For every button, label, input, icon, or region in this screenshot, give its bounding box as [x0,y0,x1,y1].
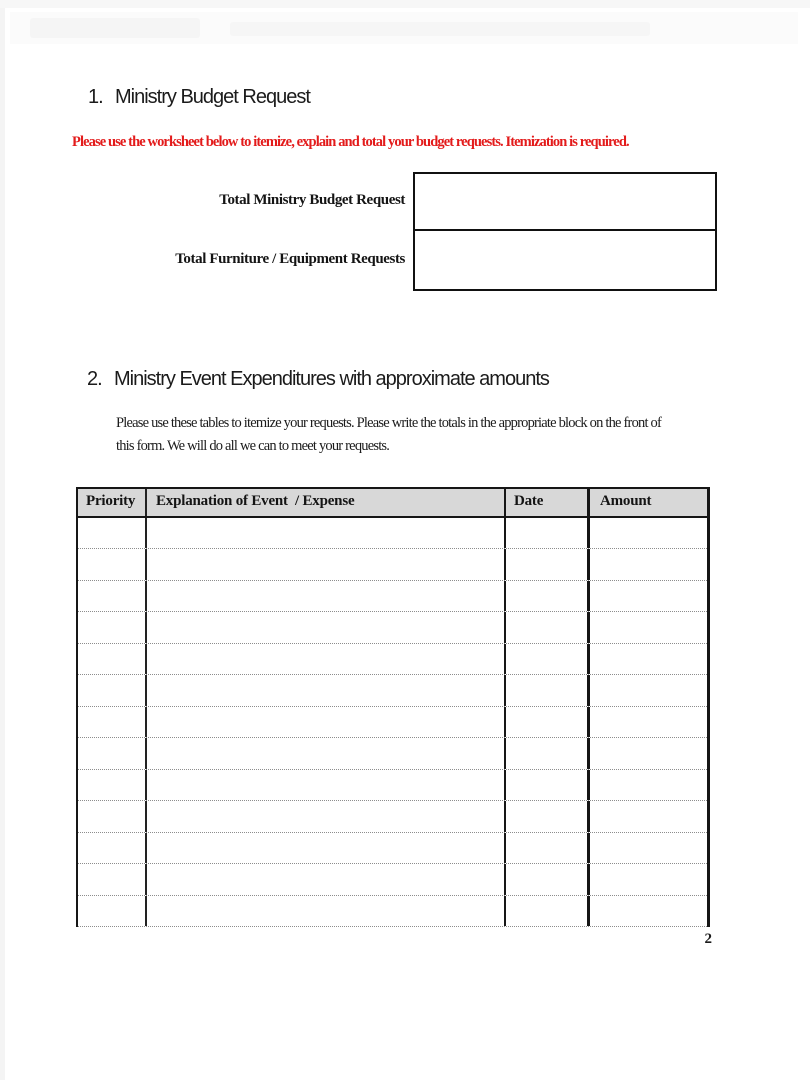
table-row [78,896,707,927]
table-row [78,833,707,864]
cell-amount[interactable] [590,770,707,800]
expenditures-table [76,487,710,927]
section2-description [116,412,661,457]
header-amount: Amount [600,493,652,509]
total-furniture-equipment-input[interactable] [413,229,717,291]
section1-title: Ministry Budget Request [115,86,310,108]
cell-priority[interactable] [78,518,147,548]
cell-explanation[interactable] [147,644,506,674]
cell-date[interactable] [506,864,590,894]
cell-date[interactable] [506,675,590,705]
cell-priority[interactable] [78,896,147,926]
table-row [78,738,707,769]
cell-priority[interactable] [78,801,147,831]
table-row [78,581,707,612]
cell-explanation[interactable] [147,707,506,737]
totals-box-group [413,172,717,291]
table-body [78,518,707,927]
total-ministry-budget-label: Total Ministry Budget Request [219,192,405,208]
cell-explanation[interactable] [147,833,506,863]
cell-explanation[interactable] [147,864,506,894]
table-row [78,675,707,706]
cell-amount[interactable] [590,518,707,548]
cell-date[interactable] [506,801,590,831]
cell-date[interactable] [506,896,590,926]
cell-amount[interactable] [590,549,707,579]
cell-explanation[interactable] [147,801,506,831]
page-number: 2 [704,931,712,947]
cell-explanation[interactable] [147,675,506,705]
table-row [78,770,707,801]
cell-date[interactable] [506,770,590,800]
cell-date[interactable] [506,833,590,863]
cell-date[interactable] [506,518,590,548]
cell-amount[interactable] [590,644,707,674]
cell-amount[interactable] [590,801,707,831]
section1-number: 1. [88,86,103,108]
table-row [78,707,707,738]
scan-ghost-mark [30,18,200,38]
cell-amount[interactable] [590,707,707,737]
header-explanation: Explanation of Event / Expense [147,489,506,516]
total-ministry-budget-input[interactable] [413,172,717,231]
table-row [78,612,707,643]
cell-priority[interactable] [78,864,147,894]
section2-number: 2. [87,368,102,390]
table-row [78,801,707,832]
scan-edge-top [0,0,810,8]
cell-amount[interactable] [590,896,707,926]
cell-priority[interactable] [78,675,147,705]
cell-priority[interactable] [78,581,147,611]
cell-amount[interactable] [590,833,707,863]
section1-heading [88,86,310,109]
cell-explanation[interactable] [147,896,506,926]
cell-priority[interactable] [78,644,147,674]
section2-heading [87,368,549,391]
table-row [78,518,707,549]
cell-date[interactable] [506,612,590,642]
header-priority: Priority [78,489,147,516]
cell-priority[interactable] [78,549,147,579]
description-line: this form. We will do all we can to meet your requests. [116,437,390,454]
cell-date[interactable] [506,738,590,768]
cell-date[interactable] [506,644,590,674]
cell-amount[interactable] [590,738,707,768]
cell-priority[interactable] [78,738,147,768]
cell-amount[interactable] [590,612,707,642]
table-header-row [78,489,707,518]
cell-explanation[interactable] [147,770,506,800]
header-date: Date [506,489,590,516]
cell-priority[interactable] [78,770,147,800]
table-row [78,549,707,580]
section2-title: Ministry Event Expenditures with approximate amounts [114,368,549,390]
table-row [78,644,707,675]
cell-explanation[interactable] [147,581,506,611]
scan-ghost-mark [230,22,650,36]
cell-priority[interactable] [78,833,147,863]
cell-explanation[interactable] [147,738,506,768]
cell-amount[interactable] [590,864,707,894]
itemization-instruction: Please use the worksheet below to itemize, explain and total your budget requests. Itemization is required. [72,134,629,150]
cell-date[interactable] [506,581,590,611]
total-furniture-equipment-label: Total Furniture / Equipment Requests [175,251,405,267]
cell-amount[interactable] [590,581,707,611]
cell-priority[interactable] [78,612,147,642]
cell-date[interactable] [506,549,590,579]
cell-explanation[interactable] [147,612,506,642]
cell-date[interactable] [506,707,590,737]
cell-priority[interactable] [78,707,147,737]
scan-edge-left [0,0,5,1080]
cell-explanation[interactable] [147,549,506,579]
cell-explanation[interactable] [147,518,506,548]
cell-amount[interactable] [590,675,707,705]
description-line: Please use these tables to itemize your requests. Please write the totals in the appropriate block on the front of [116,415,662,431]
table-row [78,864,707,895]
